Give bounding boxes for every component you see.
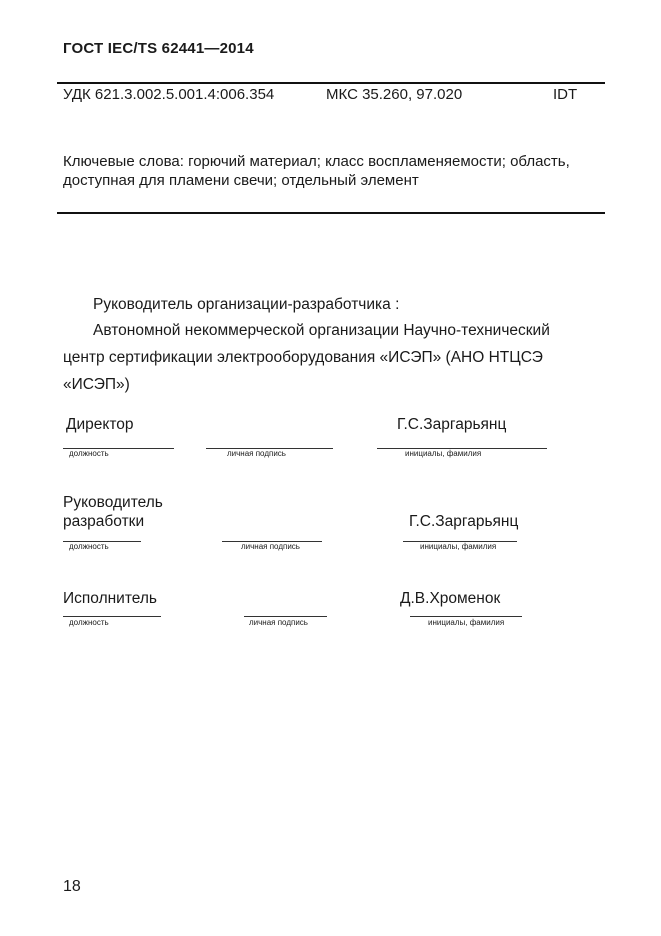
position-caption: должность	[69, 449, 109, 458]
role-label: Руководитель	[63, 494, 163, 511]
signature-caption: личная подпись	[241, 542, 300, 551]
udc-code: УДК 621.3.002.5.001.4:006.354	[63, 86, 275, 103]
signature-caption: личная подпись	[227, 449, 286, 458]
position-caption: должность	[69, 618, 109, 627]
role-label-line-2: разработки	[63, 513, 145, 530]
signature-line	[244, 616, 327, 617]
keywords-bottom-rule	[57, 212, 605, 214]
role-label: Директор	[66, 416, 134, 433]
mks-code: МКС 35.260, 97.020	[326, 86, 463, 103]
initials-caption: инициалы, фамилия	[420, 542, 497, 551]
signer-name: Г.С.Заргарьянц	[397, 416, 507, 433]
standard-designation: ГОСТ IEC/TS 62441—2014	[63, 40, 254, 57]
header-top-rule	[57, 82, 605, 84]
organization-line-3: «ИСЭП»)	[63, 376, 130, 393]
page-number: 18	[63, 878, 81, 895]
role-label: Исполнитель	[63, 590, 157, 607]
signature-caption: личная подпись	[249, 618, 308, 627]
initials-line	[410, 616, 522, 617]
initials-caption: инициалы, фамилия	[405, 449, 482, 458]
keywords-paragraph: Ключевые слова: горючий материал; класс воспламеняемости; область, доступная для пламени свечи; отдельный элемент	[63, 153, 570, 189]
organization-line-1: Автономной некоммерческой организации Научно-технический	[93, 322, 550, 339]
organization-heading: Руководитель организации-разработчика :	[93, 296, 400, 313]
position-caption: должность	[69, 542, 109, 551]
signer-name: Д.В.Хроменок	[400, 590, 501, 607]
idt-label: IDT	[553, 86, 578, 103]
initials-caption: инициалы, фамилия	[428, 618, 505, 627]
signer-name: Г.С.Заргарьянц	[409, 513, 519, 530]
organization-line-2: центр сертификации электрооборудования «ИСЭП» (АНО НТЦСЭ	[63, 349, 543, 366]
position-line	[63, 616, 161, 617]
